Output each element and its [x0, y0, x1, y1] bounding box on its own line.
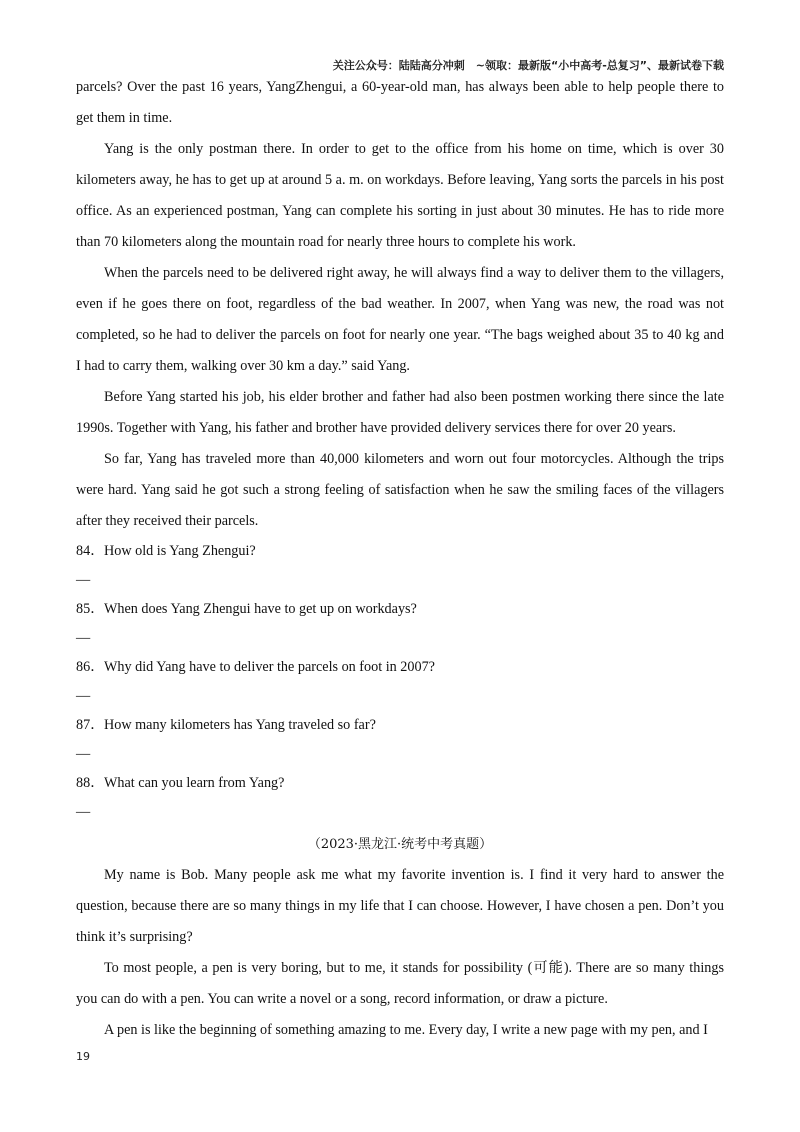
- question-text: Why did Yang have to deliver the parcels on foot in 2007?: [104, 659, 435, 675]
- passage2-paragraph-1: My name is Bob. Many people ask me what my favorite invention is. I find it very hard to answer the question, because there are so many things in my life that I can choose. However, I have chosen a pen. Don’t you think it’s surprising?: [76, 867, 724, 945]
- question-list: [76, 537, 724, 827]
- question-84: [76, 537, 724, 566]
- question-number: 85．: [76, 601, 105, 617]
- passage1-paragraph-1: parcels? Over the past 16 years, YangZhengui, a 60-year-old man, has always been able to help people there to get them in time.: [76, 79, 724, 126]
- answer-blank-88[interactable]: —: [76, 804, 91, 820]
- page-header: 关注公众号：陆陆高分冲刺 ~领取：最新版“小中高考-总复习”、最新试卷下载: [332, 59, 724, 72]
- document-body: [76, 72, 724, 1046]
- passage2-paragraph-3: A pen is like the beginning of something amazing to me. Every day, I write a new page with my pen, and I: [104, 1022, 708, 1038]
- question-text: How many kilometers has Yang traveled so far?: [104, 717, 376, 733]
- passage1-paragraph-3: When the parcels need to be delivered right away, he will always find a way to deliver them to the villagers, even if he goes there on foot, regardless of the bad weather. In 2007, when Yang was new, the road was not completed, so he had to deliver the parcels on foot for nearly one year. “The bags weighed about 35 to 40 kg and I had to carry them, walking over 30 km a day.” said Yang.: [76, 265, 724, 374]
- question-text: When does Yang Zhengui have to get up on workdays?: [104, 601, 417, 617]
- question-87: [76, 711, 724, 740]
- question-86: [76, 653, 724, 682]
- question-88: [76, 769, 724, 798]
- answer-blank-84[interactable]: —: [76, 572, 91, 588]
- passage1-paragraph-2: Yang is the only postman there. In order to get to the office from his home on time, which is over 30 kilometers away, he has to get up at around 5 a. m. on workdays. Before leaving, Yang sorts the parcels in his post office. As an experienced postman, Yang can complete his sorting in just about 30 minutes. He has to ride more than 70 kilometers along the mountain road for nearly three hours to complete his work.: [76, 141, 724, 250]
- answer-blank-86[interactable]: —: [76, 688, 91, 704]
- question-number: 87．: [76, 717, 105, 733]
- passage1-paragraph-4: Before Yang started his job, his elder brother and father had also been postmen working there since the late 1990s. Together with Yang, his father and brother have provided delivery services there for over 20 years.: [76, 389, 724, 436]
- page-number: 19: [76, 1050, 90, 1063]
- answer-blank-85[interactable]: —: [76, 630, 91, 646]
- question-number: 88．: [76, 775, 105, 791]
- question-number: 84．: [76, 543, 105, 559]
- passage1-paragraph-5: So far, Yang has traveled more than 40,000 kilometers and worn out four motorcycles. Although the trips were hard. Yang said he got such a strong feeling of satisfaction when he saw the smiling faces of the villagers after they received their parcels.: [76, 451, 724, 529]
- question-text: What can you learn from Yang?: [104, 775, 285, 791]
- passage2-paragraph-2: To most people, a pen is very boring, but to me, it stands for possibility (可能). There are so many things you can do with a pen. You can write a novel or a song, record information, or draw a picture.: [76, 960, 724, 1007]
- source-label: （2023·黑龙江·统考中考真题）: [307, 837, 493, 852]
- answer-blank-87[interactable]: —: [76, 746, 91, 762]
- question-85: [76, 595, 724, 624]
- question-text: How old is Yang Zhengui?: [104, 543, 256, 559]
- question-number: 86．: [76, 659, 105, 675]
